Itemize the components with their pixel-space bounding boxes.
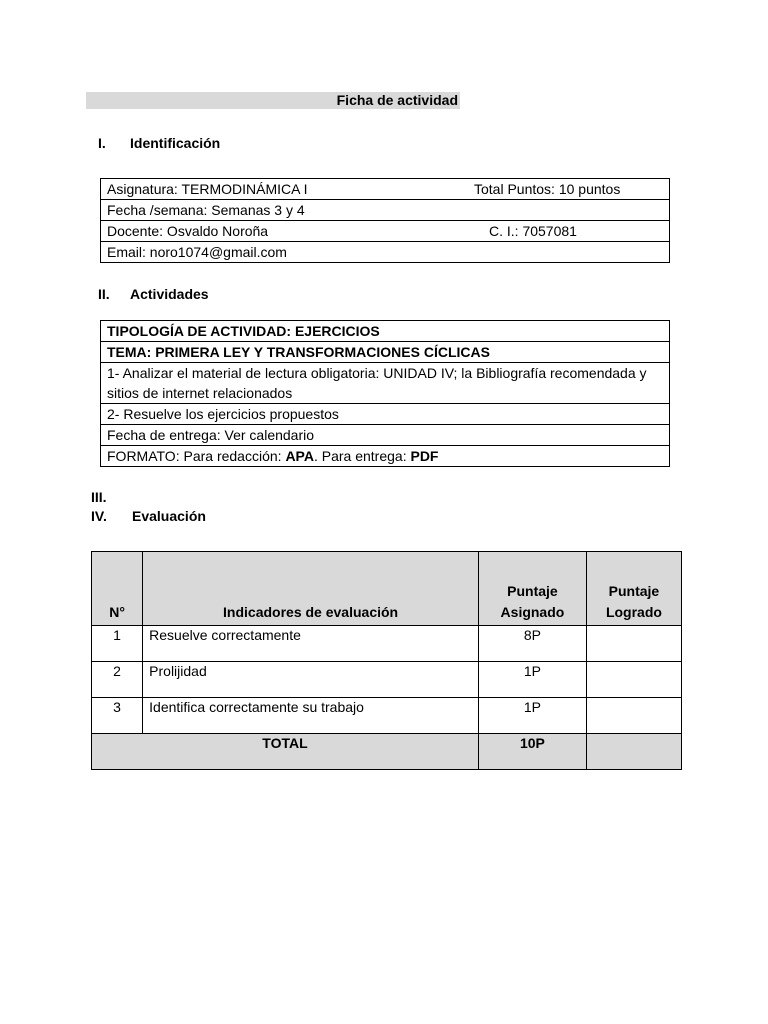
total-label: TOTAL xyxy=(92,734,479,770)
activities-table xyxy=(100,320,670,467)
total-row xyxy=(92,734,682,770)
docente-cell xyxy=(101,221,670,242)
header-n: N° xyxy=(92,552,143,626)
section-actividades-heading xyxy=(98,286,209,302)
table-row xyxy=(101,342,670,363)
docente-text: Docente: Osvaldo Noroña xyxy=(107,223,269,239)
section-identificacion-heading xyxy=(98,135,220,151)
row-logrado xyxy=(586,698,681,734)
asignatura-cell xyxy=(101,179,670,200)
section-evaluacion-heading xyxy=(91,508,206,524)
page-title: Ficha de actividad xyxy=(336,92,458,108)
row-number: 2 xyxy=(92,662,143,698)
formato-cell xyxy=(101,446,670,467)
header-logrado-line2: Logrado xyxy=(605,604,662,620)
row-asignado: 1P xyxy=(478,662,586,698)
table-row xyxy=(92,626,682,662)
formato-mid: . Para entrega: xyxy=(313,448,411,464)
row-logrado xyxy=(586,662,681,698)
header-asignado xyxy=(478,552,586,626)
ci-text: C. I.: 7057081 xyxy=(489,223,577,239)
total-puntos-text: Total Puntos: 10 puntos xyxy=(474,181,621,197)
table-header-row xyxy=(92,552,682,626)
tipologia-cell: TIPOLOGÍA DE ACTIVIDAD: EJERCICIOS xyxy=(101,321,670,342)
section-number: III. xyxy=(91,489,107,505)
table-row xyxy=(101,425,670,446)
header-logrado-line1: Puntaje xyxy=(608,583,660,599)
item2-cell: 2- Resuelve los ejercicios propuestos xyxy=(101,404,670,425)
item1-cell: 1- Analizar el material de lectura obligatoria: UNIDAD IV; la Bibliografía recomendada y sitios de internet relacionados xyxy=(101,363,670,404)
table-row xyxy=(101,221,670,242)
tema-cell: TEMA: PRIMERA LEY Y TRANSFORMACIONES CÍCLICAS xyxy=(101,342,670,363)
table-row xyxy=(101,404,670,425)
row-indicador: Resuelve correctamente xyxy=(143,626,479,662)
table-row xyxy=(101,446,670,467)
table-row xyxy=(101,179,670,200)
table-row xyxy=(101,363,670,404)
row-asignado: 8P xyxy=(478,626,586,662)
row-number: 3 xyxy=(92,698,143,734)
header-asignado-line1: Puntaje xyxy=(507,583,558,599)
table-row xyxy=(92,662,682,698)
header-asignado-line2: Asignado xyxy=(500,604,565,620)
section-label: Actividades xyxy=(130,286,209,302)
section-number: IV. xyxy=(91,508,107,524)
row-asignado: 1P xyxy=(478,698,586,734)
formato-apa: APA xyxy=(285,448,314,464)
asignatura-text: Asignatura: TERMODINÁMICA I xyxy=(107,181,308,197)
entrega-cell: Fecha de entrega: Ver calendario xyxy=(101,425,670,446)
section-label: Evaluación xyxy=(132,508,206,524)
section-label: Identificación xyxy=(130,135,221,151)
table-row xyxy=(101,200,670,221)
row-number: 1 xyxy=(92,626,143,662)
row-indicador: Prolijidad xyxy=(143,662,479,698)
total-logrado xyxy=(586,734,681,770)
header-indicadores: Indicadores de evaluación xyxy=(143,552,479,626)
fecha-cell: Fecha /semana: Semanas 3 y 4 xyxy=(101,200,670,221)
email-cell: Email: noro1074@gmail.com xyxy=(101,242,670,263)
section-iii-heading xyxy=(91,489,107,505)
header-logrado xyxy=(586,552,681,626)
total-value: 10P xyxy=(478,734,586,770)
row-logrado xyxy=(586,626,681,662)
formato-pdf: PDF xyxy=(410,448,439,464)
table-row xyxy=(101,242,670,263)
table-row xyxy=(101,321,670,342)
identification-table xyxy=(100,178,670,263)
table-row xyxy=(92,698,682,734)
evaluation-table xyxy=(91,551,682,770)
row-indicador: Identifica correctamente su trabajo xyxy=(143,698,479,734)
formato-prefix: FORMATO: Para redacción: xyxy=(107,448,286,464)
section-number: II. xyxy=(98,286,110,302)
section-number: I. xyxy=(98,135,106,151)
